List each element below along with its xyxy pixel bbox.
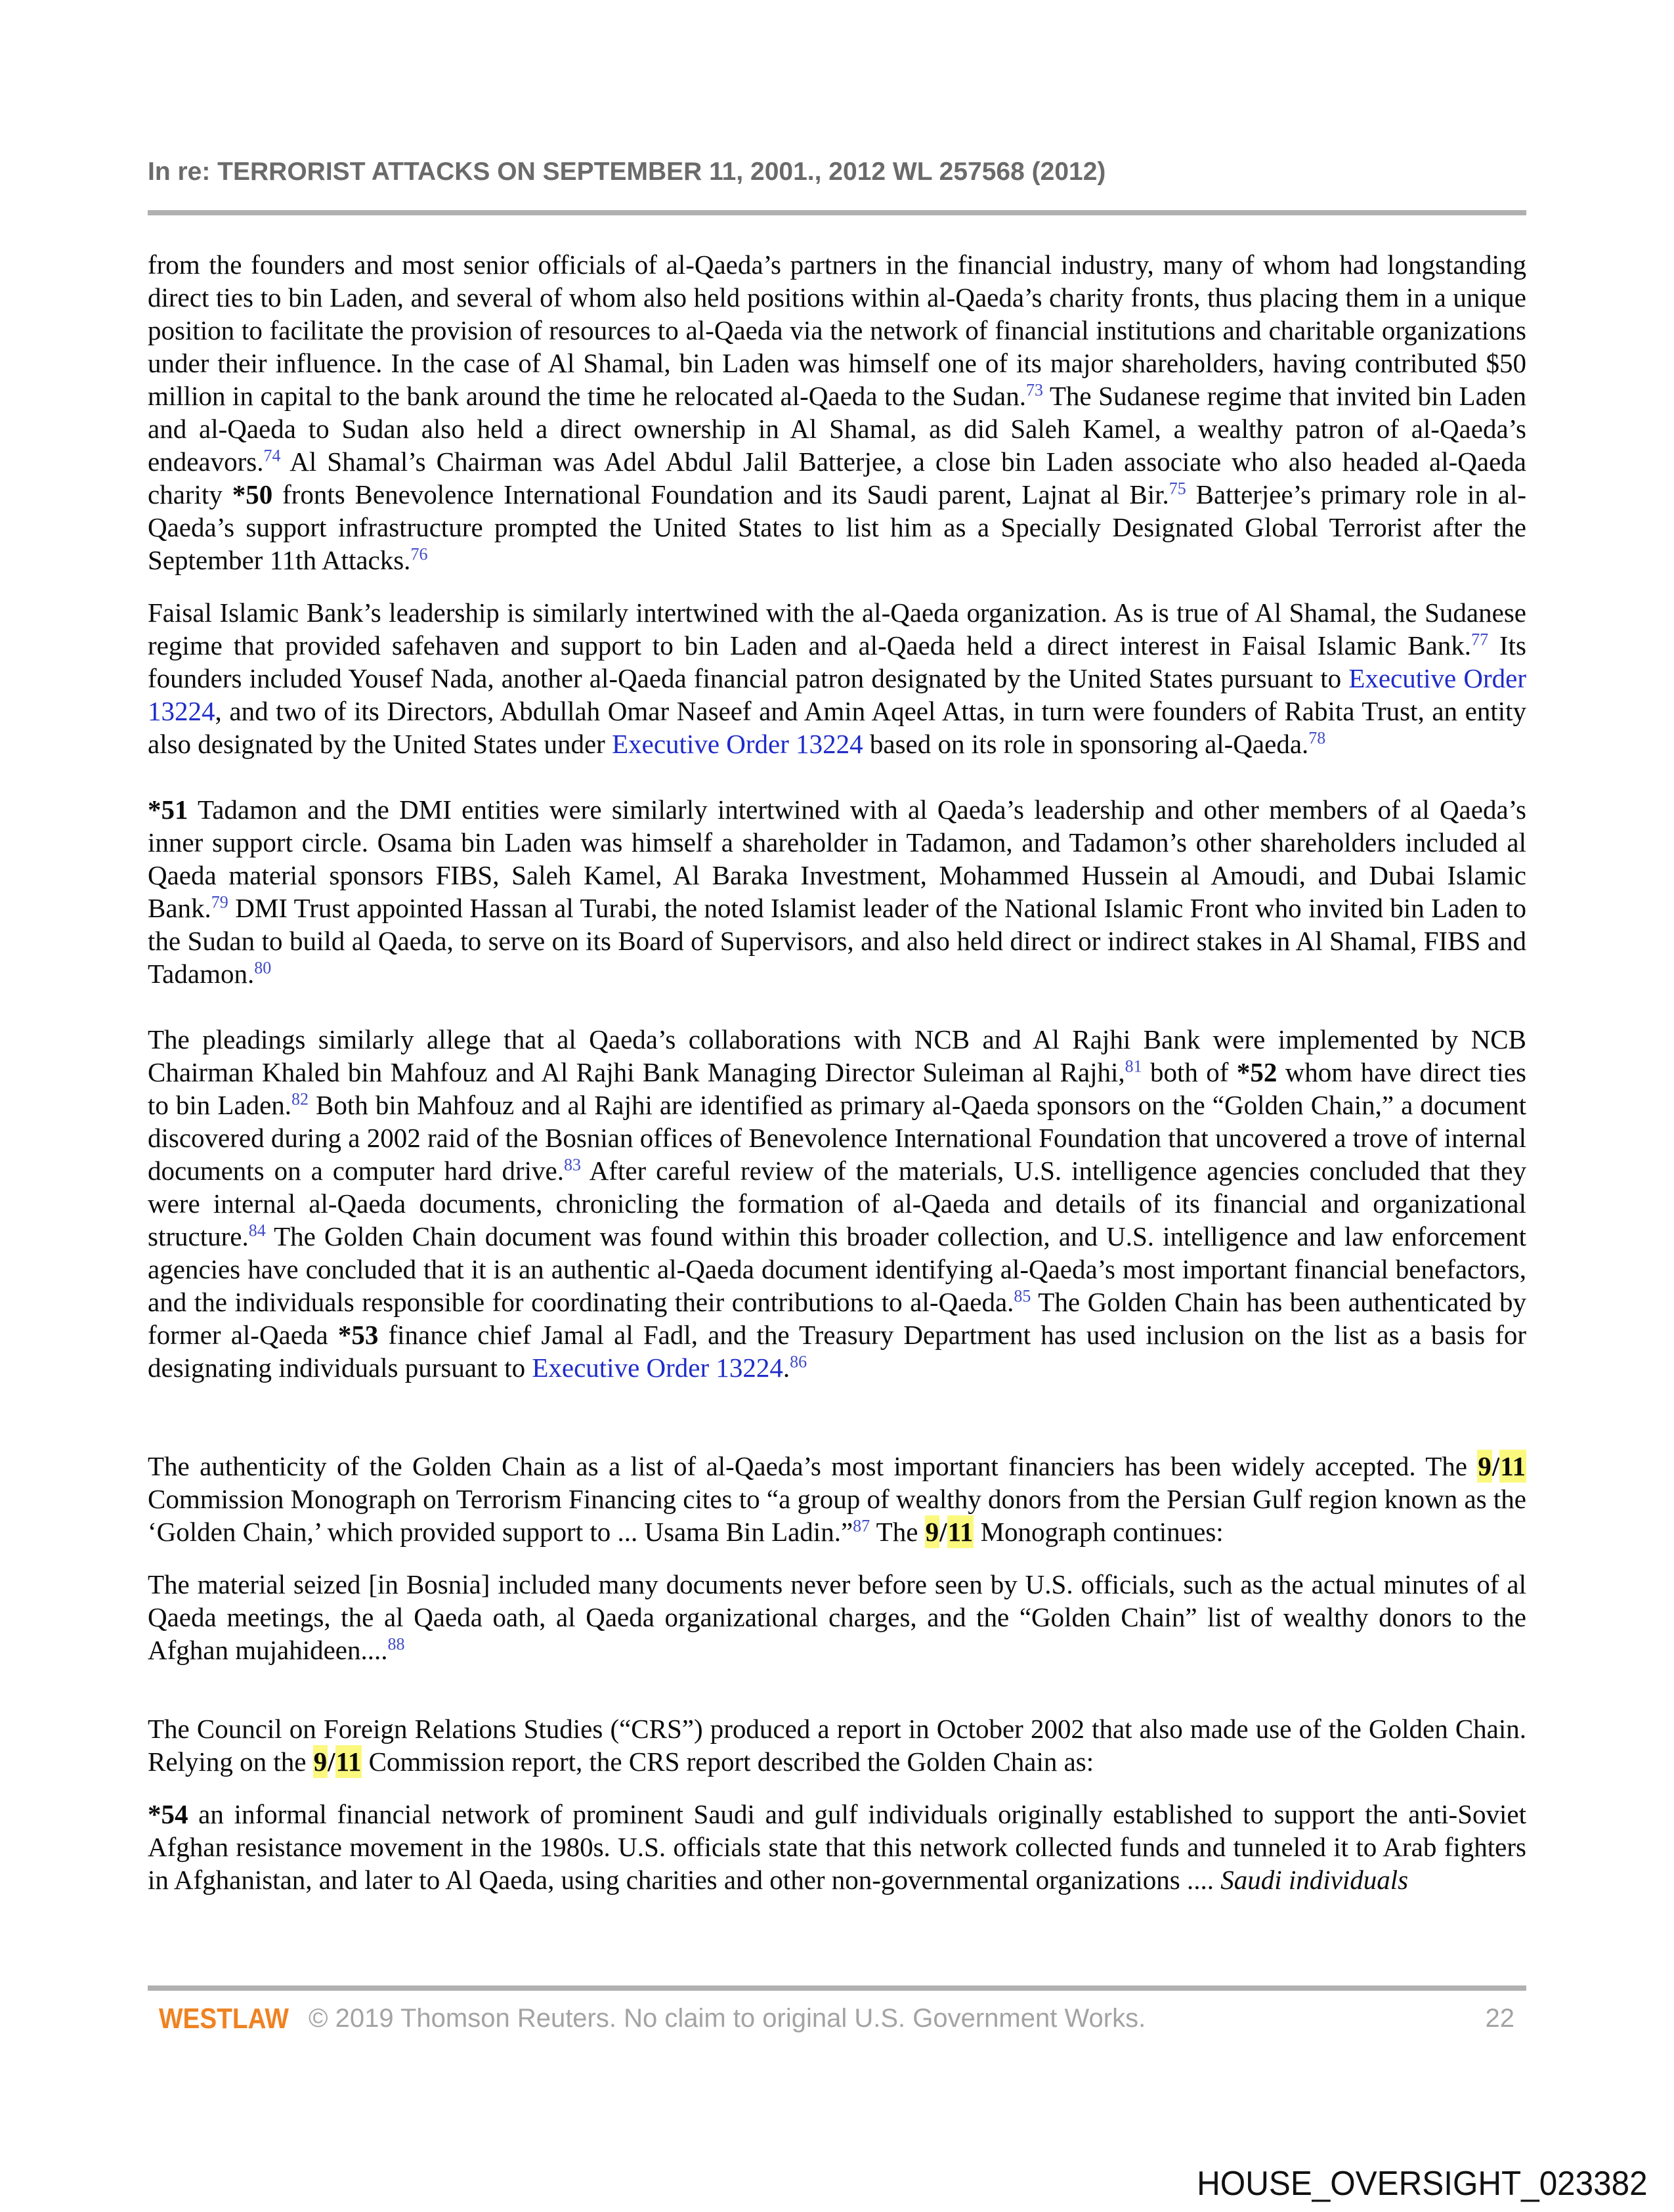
footnote-reference[interactable]: 86 <box>790 1352 807 1372</box>
case-caption-header: In re: TERRORIST ATTACKS ON SEPTEMBER 11, 2001., 2012 WL 257568 (2012) <box>148 158 1106 186</box>
text-run: based on its role in sponsoring al-Qaeda. <box>863 729 1309 759</box>
text-run: Both bin Mahfouz and al Rajhi are identified as primary al-Qaeda sponsors on the “Golden Chain,” a document discovered during a 2002 raid of the Bosnian offices of Benevolence International Foundation that uncovered a trove of internal documents on a computer hard drive. <box>148 1090 1526 1186</box>
text-run: Its founders included Yousef Nada, another al-Qaeda financial patron designated by the United States pursuant to <box>148 630 1527 693</box>
footnote-reference[interactable]: 88 <box>387 1634 405 1654</box>
footnote-reference[interactable]: 79 <box>211 892 228 912</box>
bold-text-run: *50 <box>232 479 273 510</box>
citation-link[interactable]: Executive Order 13224 <box>612 729 863 759</box>
paragraph <box>148 1712 1526 1778</box>
text-run: finance chief Jamal al Fadl, and the Treasury Department has used inclusion on the list as a basis for designating individuals pursuant to <box>148 1320 1526 1383</box>
bold-text-run: / <box>939 1517 947 1547</box>
text-run: Al Shamal’s Chairman was Adel Abdul Jalil Batterjee, a close bin Laden associate who also headed al-Qaeda charity <box>148 446 1526 510</box>
footnote-reference[interactable]: 73 <box>1025 380 1043 400</box>
highlighted-text: 11 <box>335 1746 362 1777</box>
footnote-reference[interactable]: 84 <box>248 1221 266 1240</box>
text-run: , and two of its Directors, Abdullah Omar Naseef and Amin Aqeel Attas, in turn were founders of Rabita Trust, an entity also designated by the United States under <box>148 696 1526 759</box>
footnote-reference[interactable]: 74 <box>263 446 281 466</box>
text-run: The <box>870 1517 925 1547</box>
westlaw-logo: WESTLAW <box>159 2003 289 2035</box>
text-run: Faisal Islamic Bank’s leadership is similarly intertwined with the al-Qaeda organization. As is true of Al Shamal, the Sudanese regime that provided safehaven and support to bin Laden and al-Qaeda held a direct interest in Faisal Islamic Bank. <box>148 597 1526 661</box>
highlighted-text: 9 <box>925 1517 939 1547</box>
footnote-reference[interactable]: 85 <box>1014 1286 1031 1306</box>
bold-text-run: / <box>1492 1451 1500 1481</box>
paragraph <box>148 1450 1526 1548</box>
text-run: from the founders and most senior officials of al-Qaeda’s partners in the financial industry, many of whom had longstanding direct ties to bin Laden, and several of whom also held positions within al-Qaeda’s charity fronts, thus placing them in a unique position to facilitate the provision of resources to al-Qaeda via the network of financial institutions and charitable organizations under their influence. In the case of Al Shamal, bin Laden was himself one of its major shareholders, having contributed $50 million in capital to the bank around the time he relocated al-Qaeda to the Sudan. <box>148 249 1526 411</box>
text-run: both of <box>1142 1057 1237 1087</box>
text-run: an informal financial network of prominent Saudi and gulf individuals originally established to support the anti-Soviet Afghan resistance movement in the 1980s. U.S. officials state that this network collected funds and tunneled it to Arab fighters in Afghanistan, and later to Al Qaeda, using charities and other non-governmental organizations .... <box>148 1799 1526 1895</box>
text-run: After careful review of the materials, U.S. intelligence agencies concluded that they were internal al-Qaeda documents, chronicling the formation of al-Qaeda and details of its financial and organizational structure. <box>148 1156 1526 1251</box>
italic-text-run: Saudi individuals <box>1220 1865 1409 1895</box>
footnote-reference[interactable]: 75 <box>1169 479 1186 498</box>
highlighted-text: 11 <box>1500 1451 1526 1481</box>
block-quote-paragraph <box>148 1798 1526 1896</box>
text-run: whom have direct ties to bin Laden. <box>148 1057 1526 1120</box>
paragraph <box>148 596 1526 760</box>
bold-text-run: *51 <box>148 794 188 825</box>
highlighted-text: 9 <box>313 1746 328 1777</box>
bold-text-run: *54 <box>148 1799 188 1829</box>
text-run: Commission report, the CRS report described the Golden Chain as: <box>362 1746 1094 1777</box>
header-divider <box>148 210 1526 215</box>
footer-copyright: © 2019 Thomson Reuters. No claim to original U.S. Government Works. <box>309 2004 1146 2033</box>
bates-stamp: HOUSE_OVERSIGHT_023382 <box>1197 2165 1648 2203</box>
footnote-reference[interactable]: 83 <box>563 1155 581 1175</box>
footnote-reference[interactable]: 81 <box>1125 1056 1142 1076</box>
text-run: The Sudanese regime that invited bin Laden and al-Qaeda to Sudan also held a direct ownership in Al Shamal, as did Saleh Kamel, a wealthy patron of al-Qaeda’s endeavors. <box>148 381 1526 477</box>
footnote-reference[interactable]: 76 <box>410 544 428 564</box>
footnote-reference[interactable]: 80 <box>254 958 272 978</box>
highlighted-text: 11 <box>947 1517 974 1547</box>
bold-text-run: *52 <box>1236 1057 1277 1087</box>
text-run: fronts Benevolence International Foundation and its Saudi parent, Lajnat al Bir. <box>272 479 1169 510</box>
text-run: . <box>783 1353 790 1383</box>
text-run: The material seized [in Bosnia] included many documents never before seen by U.S. officials, such as the actual minutes of al Qaeda meetings, the al Qaeda oath, al Qaeda organizational charges, and the “Golden Chain” list of wealthy donors to the Afghan mujahideen.... <box>148 1569 1526 1665</box>
text-run: The pleadings similarly allege that al Qaeda’s collaborations with NCB and Al Rajhi Bank were implemented by NCB Chairman Khaled bin Mahfouz and Al Rajhi Bank Managing Director Suleiman al Rajhi, <box>148 1024 1526 1087</box>
highlighted-text: 9 <box>1478 1451 1492 1481</box>
page-number: 22 <box>1485 2004 1514 2033</box>
citation-link[interactable]: Executive Order 13224 <box>532 1353 783 1383</box>
citation-link[interactable]: Executive Order 13224 <box>148 663 1526 726</box>
paragraph <box>148 1023 1526 1384</box>
text-run: The authenticity of the Golden Chain as a list of al-Qaeda’s most important financiers has been widely accepted. The <box>148 1451 1478 1481</box>
paragraph <box>148 248 1526 576</box>
footnote-reference[interactable]: 82 <box>291 1089 309 1109</box>
footnote-reference[interactable]: 78 <box>1308 728 1326 748</box>
text-run: Tadamon and the DMI entities were similarly intertwined with al Qaeda’s leadership and other members of al Qaeda’s inner support circle. Osama bin Laden was himself a shareholder in Tadamon, and Tadamon’s other shareholders included al Qaeda material sponsors FIBS, Saleh Kamel, Al Baraka Investment, Mohammed Hussein al Amoudi, and Dubai Islamic Bank. <box>148 794 1526 923</box>
text-run: The Golden Chain document was found within this broader collection, and U.S. intelligence and law enforcement agencies have concluded that it is an authentic al-Qaeda document identifying al-Qaeda’s most important financial benefactors, and the individuals responsible for coordinating their contributions to al-Qaeda. <box>148 1221 1526 1317</box>
block-quote-paragraph <box>148 1568 1526 1666</box>
text-run: The Council on Foreign Relations Studies (“CRS”) produced a report in October 2002 that also made use of the Golden Chain. Relying on the <box>148 1714 1526 1777</box>
text-run: Monograph continues: <box>974 1517 1224 1547</box>
text-run: DMI Trust appointed Hassan al Turabi, the noted Islamist leader of the National Islamic Front who invited bin Laden to the Sudan to build al Qaeda, to serve on its Board of Supervisors, and also held direct or indirect stakes in Al Shamal, FIBS and Tadamon. <box>148 893 1526 989</box>
text-run: Commission Monograph on Terrorism Financing cites to “a group of wealthy donors from the Persian Gulf region known as the ‘Golden Chain,’ which provided support to ... Usama Bin Ladin.” <box>148 1484 1526 1547</box>
footnote-reference[interactable]: 77 <box>1471 630 1489 649</box>
footer-divider <box>148 1985 1526 1991</box>
text-run: Batterjee’s primary role in al-Qaeda’s support infrastructure prompted the United States to list him as a Specially Designated Global Terrorist after the September 11th Attacks. <box>148 479 1526 575</box>
bold-text-run: *53 <box>337 1320 379 1350</box>
footnote-reference[interactable]: 87 <box>853 1516 870 1536</box>
paragraph <box>148 793 1526 990</box>
bold-text-run: / <box>328 1746 335 1777</box>
text-run: The Golden Chain has been authenticated by former al-Qaeda <box>148 1287 1526 1350</box>
document-body <box>148 248 1526 1916</box>
